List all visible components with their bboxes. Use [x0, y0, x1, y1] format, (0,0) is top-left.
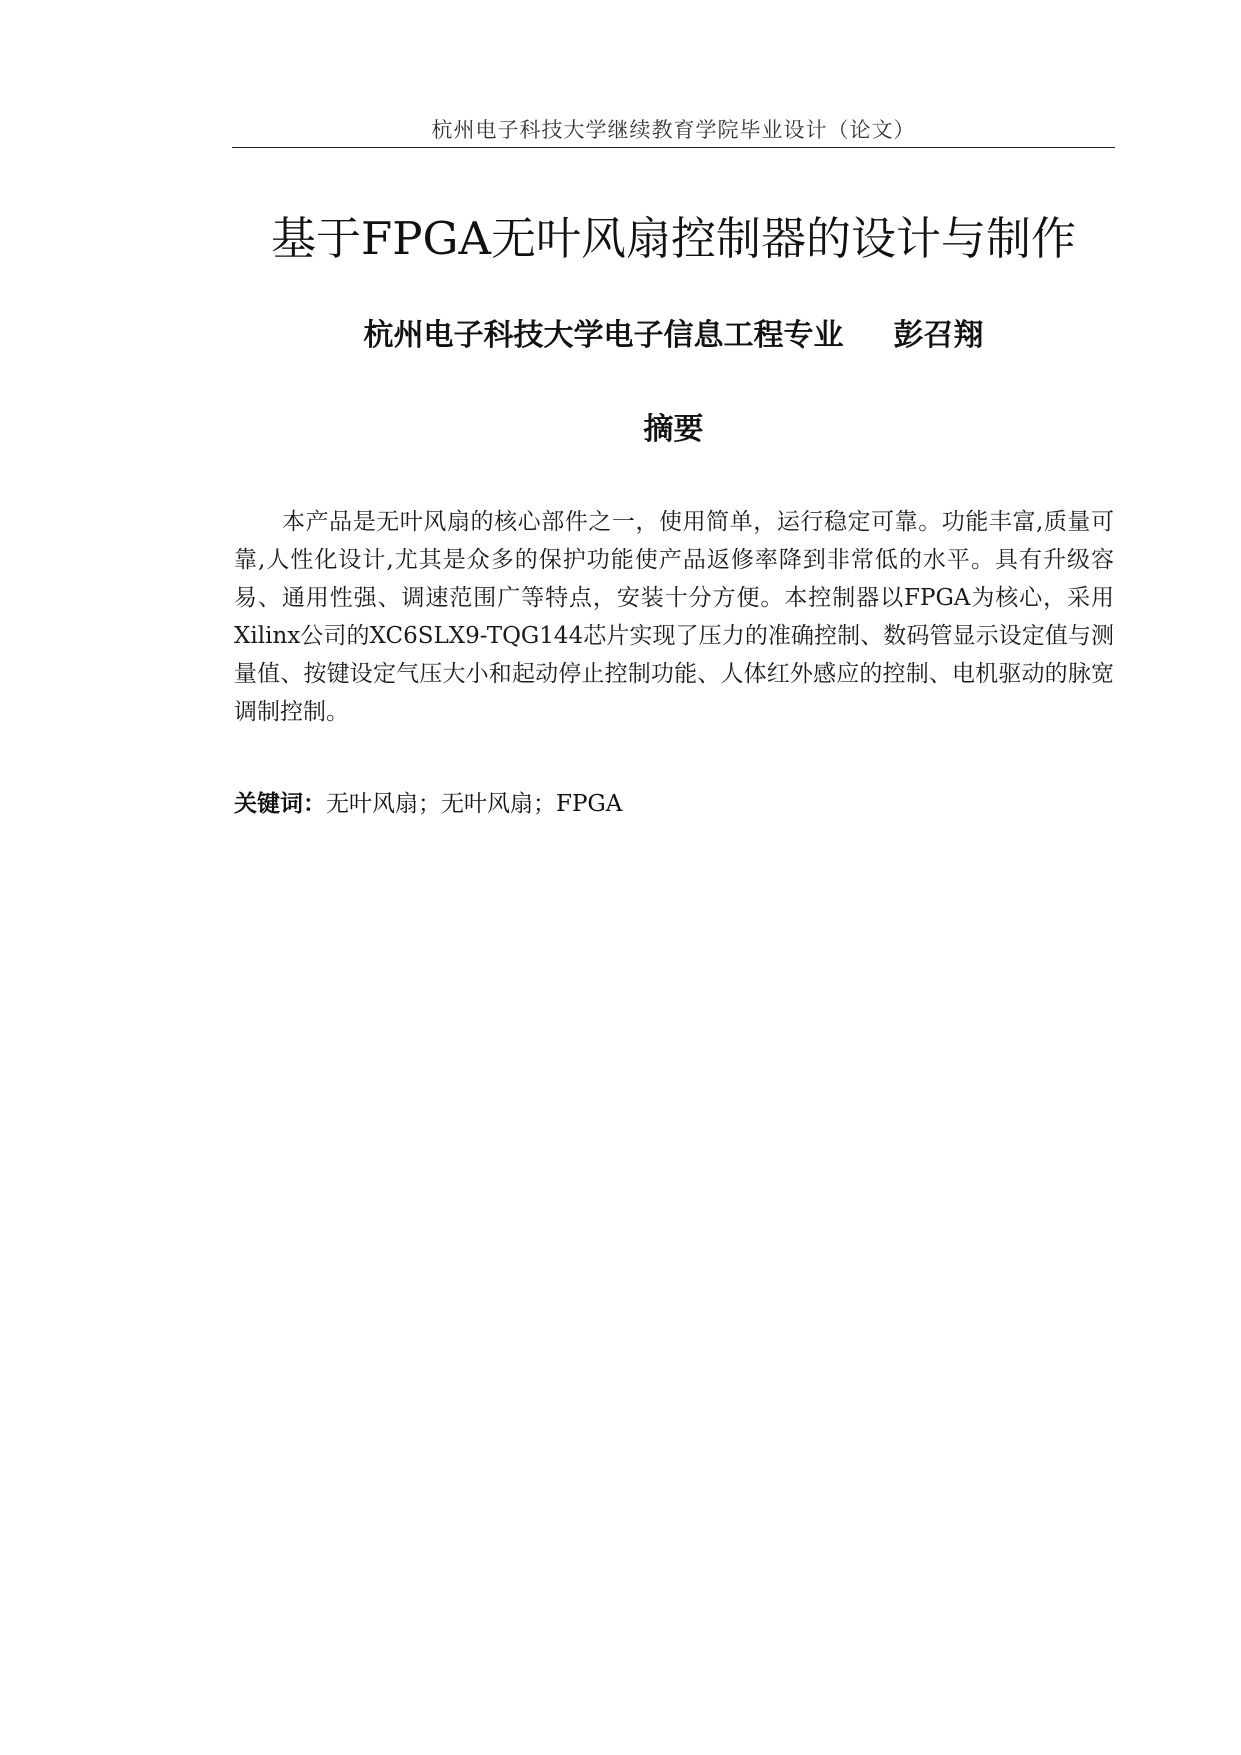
header-divider: [232, 147, 1115, 148]
keywords-label: 关键词：: [234, 791, 326, 817]
author-affiliation: 杭州电子科技大学电子信息工程专业: [363, 318, 844, 353]
abstract-text: 本产品是无叶风扇的核心部件之一，使用简单，运行稳定可靠。功能丰富,质量可靠,人性化设计,尤其是众多的保护功能使产品返修率降到非常低的水平。具有升级容易、通用性强、调速范围广等特点，安装十分方便。本控制器以FPGA为核心，采用Xilinx公司的XC6SLX9-TQG144芯片实现了压力的准确控制、数码管显示设定值与测量值、按键设定气压大小和起动停止控制功能、人体红外感应的控制、电机驱动的脉宽调制控制。: [234, 509, 1114, 725]
keywords-line: [234, 787, 1114, 821]
document-title: 基于FPGA无叶风扇控制器的设计与制作: [271, 212, 1076, 265]
keywords-value: 无叶风扇；无叶风扇；FPGA: [326, 791, 623, 817]
author-name: 彭召翔: [893, 318, 984, 353]
abstract-heading: 摘要: [643, 412, 704, 447]
running-header: 杭州电子科技大学继续教育学院毕业设计（论文）: [431, 118, 916, 142]
byline: [232, 316, 1115, 356]
